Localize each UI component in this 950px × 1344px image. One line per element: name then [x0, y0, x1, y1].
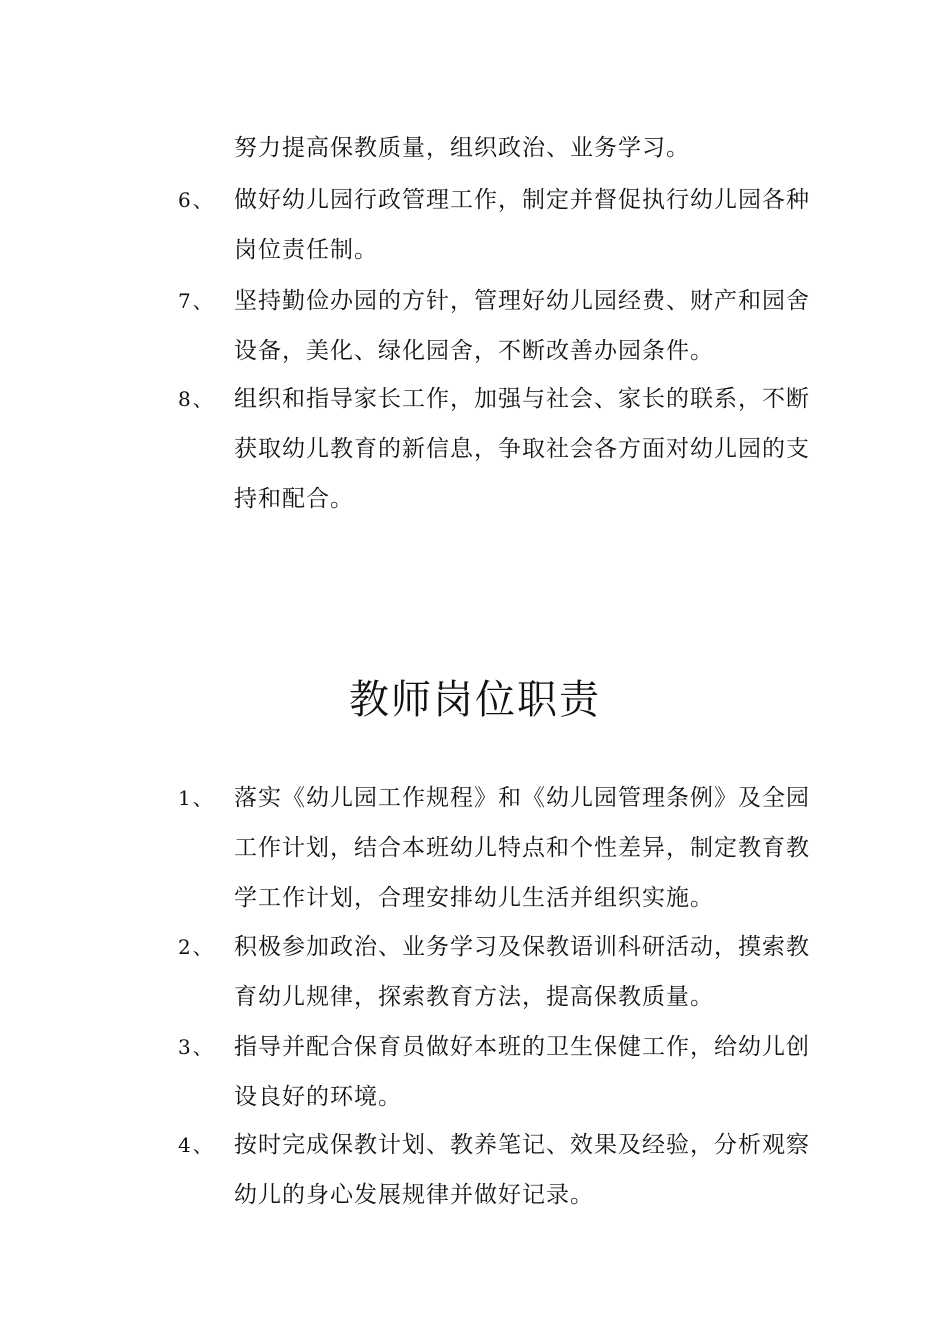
list-item-text: 落实《幼儿园工作规程》和《幼儿园管理条例》及全园工作计划，结合本班幼儿特点和个性差异，制定教育教学工作计划，合理安排幼儿生活并组织实施。	[234, 785, 810, 911]
list-item-text: 指导并配合保育员做好本班的卫生保健工作，给幼儿创设良好的环境。	[234, 1034, 810, 1110]
list-number: 2、	[178, 935, 215, 959]
list-item-text: 按时完成保教计划、教养笔记、效果及经验，分析观察幼儿的身心发展规律并做好记录。	[234, 1132, 810, 1208]
paragraph-text: 努力提高保教质量，组织政治、业务学习。	[234, 135, 690, 161]
section-title: 教师岗位职责	[349, 677, 601, 723]
list-item-text: 坚持勤俭办园的方针，管理好幼儿园经费、财产和园舍设备，美化、绿化园舍，不断改善办园条件。	[234, 288, 810, 364]
list-number: 6、	[178, 188, 215, 212]
list-number: 1、	[178, 786, 215, 810]
list-item-text: 组织和指导家长工作，加强与社会、家长的联系，不断获取幼儿教育的新信息，争取社会各方面对幼儿园的支持和配合。	[234, 386, 810, 512]
list-number: 3、	[178, 1035, 215, 1059]
list-number: 4、	[178, 1133, 215, 1157]
list-number: 7、	[178, 289, 215, 313]
list-item-text: 做好幼儿园行政管理工作，制定并督促执行幼儿园各种岗位责任制。	[234, 187, 810, 263]
list-item-text: 积极参加政治、业务学习及保教语训科研活动，摸索教育幼儿规律，探索教育方法，提高保教质量。	[234, 934, 810, 1010]
list-number: 8、	[178, 387, 215, 411]
